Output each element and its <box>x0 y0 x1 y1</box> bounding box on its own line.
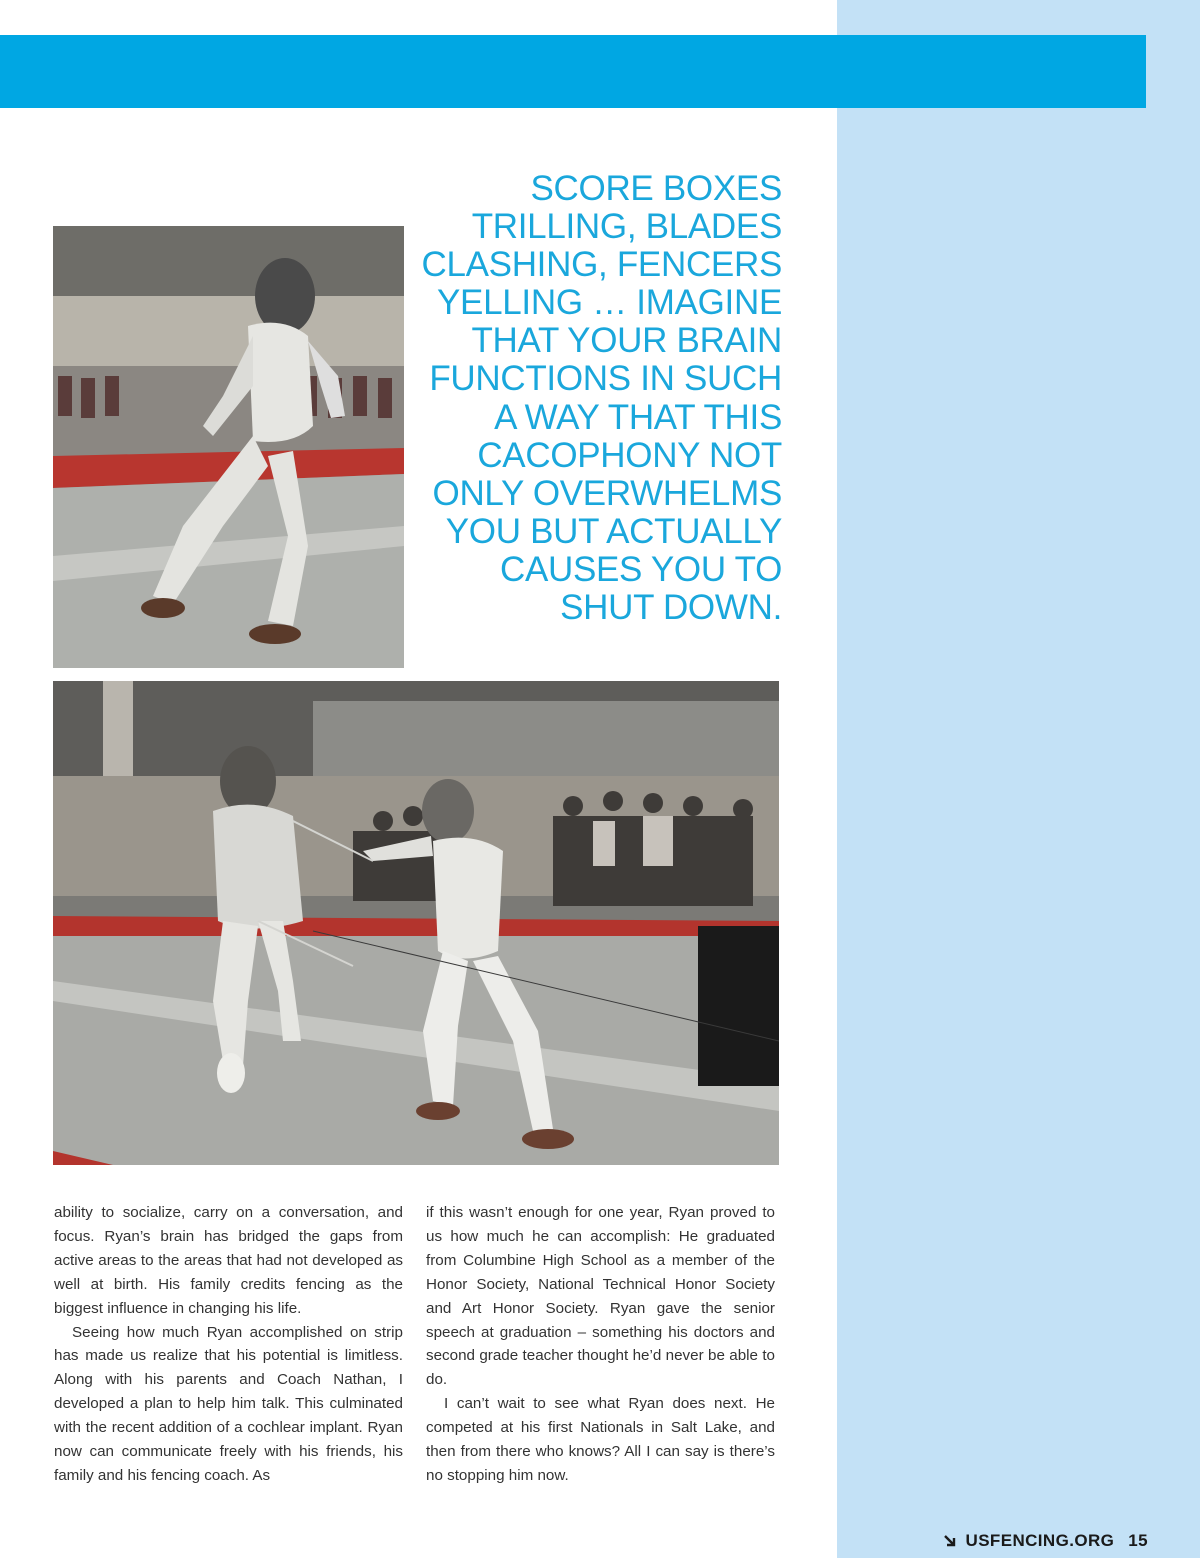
pull-quote-line: TRILLING, BLADES <box>471 207 782 247</box>
fencer-photo <box>53 226 404 668</box>
sidebar-panel <box>837 0 1200 1558</box>
pull-quote-line: SHUT DOWN. <box>560 588 782 628</box>
pull-quote <box>410 170 782 627</box>
body-paragraph: if this wasn’t enough for one year, Ryan proved to us how much he can accomplish: He graduated from Columbine High School as a member of the Honor Society, National Technical Honor Society and Art Honor Society. Ryan gave the senior speech at graduation – something his doctors and second grade teacher thought he’d never be able to do. <box>426 1204 775 1389</box>
page-number: 15 <box>1128 1531 1148 1550</box>
pull-quote-line: CLASHING, FENCERS <box>421 245 782 285</box>
body-column-2 <box>426 1201 775 1488</box>
pull-quote-line: THAT YOUR BRAIN <box>471 321 782 361</box>
pull-quote-line: CAUSES YOU TO <box>499 549 782 589</box>
pull-quote-line: CACOPHONY NOT <box>477 435 782 475</box>
site-link[interactable]: USFENCING.ORG <box>965 1531 1115 1550</box>
pull-quote-line: A WAY THAT THIS <box>494 397 782 437</box>
pull-quote-line: SCORE BOXES <box>530 169 782 208</box>
body-paragraph: Seeing how much Ryan accomplished on strip has made us realize that his potential is limitless. Along with his parents and Coach Nathan, I developed a plan to help him talk. This culminated with the recent addition of a cochlear implant. Ryan now can communicate freely with his friends, his family and his fencing coach. As <box>54 1323 403 1484</box>
pull-quote-line: YOU BUT ACTUALLY <box>445 511 782 551</box>
body-paragraph: ability to socialize, carry on a conversation, and focus. Ryan’s brain has bridged the gaps from active areas to the areas that had not developed as well at birth. His family credits fencing as the biggest influence in changing his life. <box>54 1204 403 1317</box>
pull-quote-line: ONLY OVERWHELMS <box>432 473 782 513</box>
body-column-1 <box>54 1201 403 1488</box>
body-paragraph: I can’t wait to see what Ryan does next. He competed at his first Nationals in Salt Lake, and then from there who knows? All I can say is there’s no stopping him now. <box>426 1395 775 1484</box>
page-footer <box>942 1531 1148 1551</box>
pull-quote-line: FUNCTIONS IN SUCH <box>429 359 782 399</box>
header-banner <box>0 35 1146 108</box>
bout-photo <box>53 681 779 1165</box>
arrow-down-right-icon <box>942 1533 958 1549</box>
pull-quote-line: YELLING … IMAGINE <box>437 283 782 323</box>
